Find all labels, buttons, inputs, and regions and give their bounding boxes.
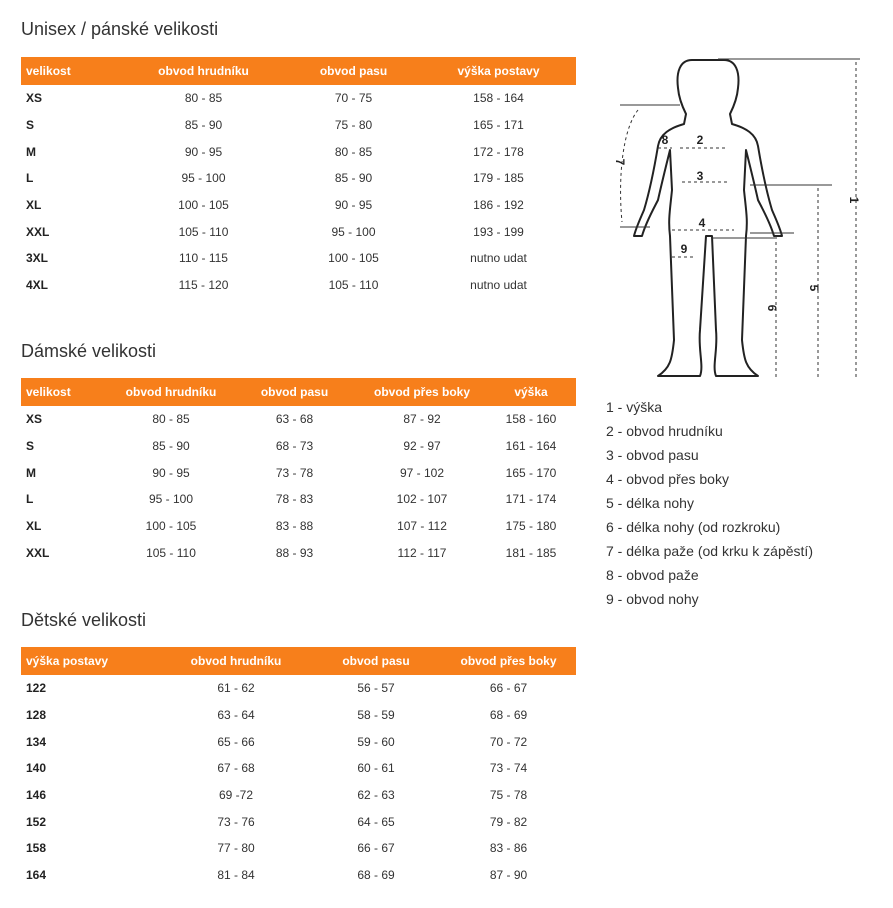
row-label-cell: S bbox=[26, 439, 35, 454]
table-cell: 171 - 174 bbox=[505, 492, 557, 507]
row-label-cell: XXL bbox=[26, 545, 50, 560]
table-cell: 69 -72 bbox=[218, 788, 254, 803]
table-cell: 97 - 102 bbox=[399, 465, 445, 480]
row-label-cell: XS bbox=[26, 91, 43, 106]
table-row bbox=[21, 862, 576, 889]
table-cell: 63 - 64 bbox=[217, 708, 255, 723]
marker-8: 8 bbox=[661, 133, 669, 147]
legend-item: 2 - obvod hrudníku bbox=[606, 423, 723, 439]
table-cell: 186 - 192 bbox=[473, 198, 524, 213]
measurement-legend bbox=[606, 395, 813, 611]
unisex-size-table bbox=[21, 57, 576, 299]
table-cell: 79 - 82 bbox=[489, 814, 528, 829]
marker-1: 1 bbox=[847, 196, 861, 204]
table-cell: nutno udat bbox=[470, 251, 527, 266]
table-cell: 90 - 95 bbox=[152, 465, 190, 480]
measure-lines bbox=[620, 59, 860, 238]
table-cell: 59 - 60 bbox=[357, 734, 395, 749]
table-cell: 100 - 105 bbox=[328, 251, 379, 266]
table-cell: 110 - 115 bbox=[179, 251, 228, 266]
table-cell: 70 - 75 bbox=[334, 91, 373, 106]
table-cell: 68 - 69 bbox=[357, 868, 395, 883]
table-cell: 95 - 100 bbox=[181, 171, 226, 186]
table-cell: 68 - 73 bbox=[275, 439, 314, 454]
table-row bbox=[21, 782, 576, 809]
table-cell: 73 - 78 bbox=[275, 465, 314, 480]
table-row bbox=[21, 835, 576, 862]
column-header: obvod hrudníku bbox=[121, 57, 286, 85]
table-cell: 105 - 110 bbox=[146, 545, 196, 560]
table-cell: 175 - 180 bbox=[505, 519, 557, 534]
table-row bbox=[21, 459, 576, 486]
row-label-cell: 128 bbox=[26, 708, 47, 723]
legend-item: 5 - délka nohy bbox=[606, 495, 694, 511]
table-row bbox=[21, 808, 576, 835]
table-cell: 105 - 110 bbox=[178, 224, 229, 239]
table-cell: 161 - 164 bbox=[505, 439, 557, 454]
row-label-cell: M bbox=[26, 144, 36, 159]
kids-size-table bbox=[21, 647, 576, 889]
table-cell: 102 - 107 bbox=[396, 492, 448, 507]
table-cell: 75 - 80 bbox=[334, 118, 373, 133]
table-cell: nutno udat bbox=[470, 278, 527, 293]
table-row bbox=[21, 165, 576, 192]
legend-item: 4 - obvod přes boky bbox=[606, 471, 729, 487]
column-header: výška postavy bbox=[421, 57, 576, 85]
row-label-cell: 3XL bbox=[26, 251, 49, 266]
table-cell: 75 - 78 bbox=[489, 788, 528, 803]
table-cell: 85 - 90 bbox=[334, 171, 373, 186]
table-cell: 64 - 65 bbox=[357, 814, 395, 829]
table-row bbox=[21, 112, 576, 139]
table-cell: 87 - 90 bbox=[489, 868, 528, 883]
table-row bbox=[21, 486, 576, 513]
row-label-cell: L bbox=[26, 171, 34, 186]
row-label-cell: XS bbox=[26, 412, 43, 427]
column-header: obvod přes boky bbox=[358, 378, 486, 406]
dimension-lines bbox=[621, 62, 856, 378]
table-cell: 68 - 69 bbox=[489, 708, 528, 723]
table-row bbox=[21, 85, 576, 112]
table-cell: 65 - 66 bbox=[217, 734, 255, 749]
table-row bbox=[21, 138, 576, 165]
table-row bbox=[21, 513, 576, 540]
row-label-cell: XL bbox=[26, 198, 42, 213]
table-row bbox=[21, 218, 576, 245]
marker-9: 9 bbox=[680, 242, 688, 256]
table-row bbox=[21, 406, 576, 433]
marker-2: 2 bbox=[696, 133, 704, 147]
table-cell: 80 - 85 bbox=[334, 144, 373, 159]
table-cell: 85 - 90 bbox=[152, 439, 190, 454]
legend-item: 7 - délka paže (od krku k zápěstí) bbox=[606, 543, 813, 559]
table-cell: 61 - 62 bbox=[217, 681, 255, 696]
table-cell: 95 - 100 bbox=[331, 224, 376, 239]
column-header: obvod pasu bbox=[231, 378, 358, 406]
legend-item: 8 - obvod paže bbox=[606, 567, 699, 583]
table-cell: 81 - 84 bbox=[217, 868, 255, 883]
table-cell: 165 - 170 bbox=[505, 465, 557, 480]
kids-title: Dětské velikosti bbox=[21, 610, 147, 630]
table-cell: 77 - 80 bbox=[217, 841, 255, 856]
table-cell: 95 - 100 bbox=[148, 492, 194, 507]
column-header: obvod hrudníku bbox=[161, 647, 311, 675]
table-cell: 70 - 72 bbox=[489, 734, 528, 749]
table-cell: 112 - 117 bbox=[397, 545, 447, 560]
legend-item: 3 - obvod pasu bbox=[606, 447, 699, 463]
table-cell: 83 - 86 bbox=[489, 841, 528, 856]
table-cell: 100 - 105 bbox=[178, 198, 229, 213]
row-label-cell: 146 bbox=[26, 788, 47, 803]
row-label-cell: 134 bbox=[26, 734, 47, 749]
column-header: velikost bbox=[21, 378, 111, 406]
row-label-cell: XXL bbox=[26, 224, 50, 239]
column-header: výška postavy bbox=[21, 647, 161, 675]
table-cell: 193 - 199 bbox=[473, 224, 524, 239]
table-row bbox=[21, 539, 576, 566]
unisex-title: Unisex / pánské velikosti bbox=[21, 19, 219, 39]
table-header-row bbox=[21, 57, 576, 85]
table-cell: 73 - 74 bbox=[489, 761, 528, 776]
marker-7: 7 bbox=[613, 158, 627, 166]
row-label-cell: 122 bbox=[26, 681, 47, 696]
table-row bbox=[21, 433, 576, 460]
table-cell: 83 - 88 bbox=[275, 519, 314, 534]
table-cell: 115 - 120 bbox=[178, 278, 229, 293]
table-cell: 80 - 85 bbox=[184, 91, 223, 106]
table-cell: 85 - 90 bbox=[184, 118, 223, 133]
table-cell: 107 - 112 bbox=[397, 519, 447, 534]
table-cell: 80 - 85 bbox=[152, 412, 190, 427]
row-label-cell: S bbox=[26, 118, 35, 133]
table-header-row bbox=[21, 647, 576, 675]
table-cell: 58 - 59 bbox=[357, 708, 395, 723]
table-cell: 172 - 178 bbox=[473, 144, 524, 159]
table-cell: 66 - 67 bbox=[489, 681, 528, 696]
table-cell: 181 - 185 bbox=[505, 545, 557, 560]
table-cell: 179 - 185 bbox=[473, 171, 524, 186]
marker-4: 4 bbox=[698, 216, 706, 230]
table-cell: 158 - 160 bbox=[505, 412, 557, 427]
table-row bbox=[21, 192, 576, 219]
column-header: obvod hrudníku bbox=[111, 378, 231, 406]
table-cell: 90 - 95 bbox=[334, 198, 373, 213]
table-cell: 88 - 93 bbox=[275, 545, 314, 560]
row-label-cell: L bbox=[26, 492, 34, 507]
women-title: Dámské velikosti bbox=[21, 341, 157, 361]
row-label-cell: M bbox=[26, 465, 36, 480]
marker-5: 5 bbox=[807, 284, 821, 292]
table-cell: 78 - 83 bbox=[275, 492, 314, 507]
row-label-cell: 164 bbox=[26, 868, 47, 883]
row-label-cell: 158 bbox=[26, 841, 47, 856]
row-label-cell: XL bbox=[26, 519, 42, 534]
table-header-row bbox=[21, 378, 576, 406]
table-row bbox=[21, 755, 576, 782]
legend-item: 1 - výška bbox=[606, 399, 663, 415]
table-row bbox=[21, 272, 576, 299]
marker-6: 6 bbox=[765, 304, 779, 312]
table-cell: 100 - 105 bbox=[145, 519, 197, 534]
column-header: obvod pasu bbox=[311, 647, 441, 675]
marker-3: 3 bbox=[696, 169, 704, 183]
table-cell: 87 - 92 bbox=[403, 412, 441, 427]
table-cell: 66 - 67 bbox=[357, 841, 395, 856]
row-label-cell: 152 bbox=[26, 814, 47, 829]
column-header: výška bbox=[486, 378, 576, 406]
body-measurement-figure bbox=[600, 50, 870, 385]
table-cell: 105 - 110 bbox=[328, 278, 379, 293]
table-row bbox=[21, 728, 576, 755]
table-cell: 60 - 61 bbox=[357, 761, 395, 776]
table-cell: 90 - 95 bbox=[184, 144, 223, 159]
table-cell: 62 - 63 bbox=[357, 788, 395, 803]
column-header: obvod přes boky bbox=[441, 647, 576, 675]
table-cell: 67 - 68 bbox=[217, 761, 255, 776]
table-row bbox=[21, 702, 576, 729]
table-cell: 158 - 164 bbox=[473, 91, 524, 106]
row-label-cell: 4XL bbox=[26, 278, 49, 293]
table-cell: 73 - 76 bbox=[217, 814, 255, 829]
body-outline bbox=[634, 60, 782, 376]
column-header: velikost bbox=[21, 57, 121, 85]
women-size-table bbox=[21, 378, 576, 566]
table-cell: 92 - 97 bbox=[403, 439, 441, 454]
row-label-cell: 140 bbox=[26, 761, 47, 776]
table-cell: 165 - 171 bbox=[473, 118, 524, 133]
table-cell: 63 - 68 bbox=[275, 412, 314, 427]
table-cell: 56 - 57 bbox=[357, 681, 395, 696]
column-header: obvod pasu bbox=[286, 57, 421, 85]
legend-item: 6 - délka nohy (od rozkroku) bbox=[606, 519, 781, 535]
table-row bbox=[21, 245, 576, 272]
legend-item: 9 - obvod nohy bbox=[606, 591, 699, 607]
table-row bbox=[21, 675, 576, 702]
